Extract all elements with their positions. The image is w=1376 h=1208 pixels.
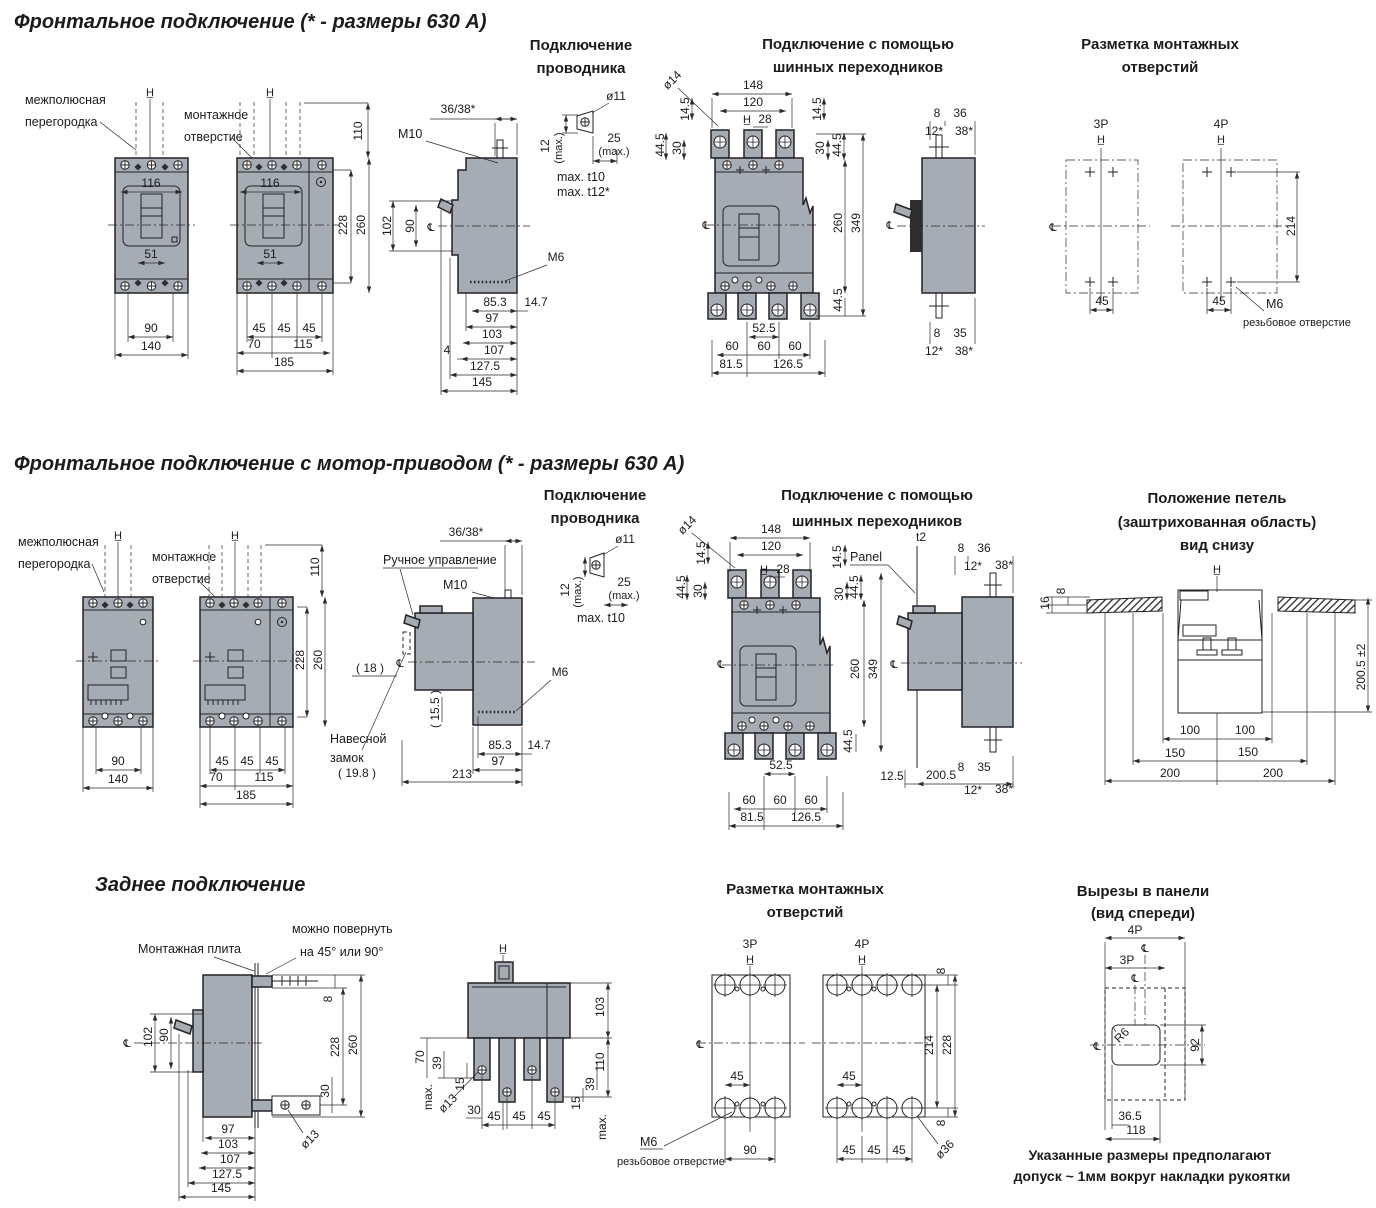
dim-label: 14.7 bbox=[527, 738, 551, 752]
dim-label: 103 bbox=[593, 996, 607, 1018]
side-view-motor bbox=[330, 525, 569, 786]
dim-label: 16 bbox=[1038, 596, 1052, 610]
dim-label: 214 bbox=[922, 1034, 936, 1056]
dim-label: 45 bbox=[487, 1109, 501, 1123]
dim-label: max. t12* bbox=[557, 185, 610, 199]
view-title: отверстий bbox=[766, 904, 844, 921]
dim-label: 14.5 bbox=[810, 97, 824, 121]
dim-label: 90 bbox=[157, 1028, 171, 1042]
dim-label: 90 bbox=[111, 754, 125, 768]
panel-cutout-view bbox=[1014, 883, 1291, 1184]
section-rear-connection bbox=[95, 874, 1290, 1201]
section-title: Фронтальное подключение с мотор-приводом (* - размеры 630 А) bbox=[14, 453, 685, 475]
dim-label: 349 bbox=[849, 212, 863, 234]
part-label: перегородка bbox=[25, 115, 98, 129]
dim-label: max. t10 bbox=[557, 170, 605, 184]
part-label: монтажное bbox=[152, 550, 217, 564]
view-title: Положение петель bbox=[1147, 490, 1287, 507]
dim-label: 45 bbox=[302, 321, 316, 335]
dim-label: 103 bbox=[217, 1137, 239, 1151]
tolerance-note: допуск ~ 1мм вокруг накладки рукоятки bbox=[1013, 1168, 1291, 1184]
dim-label: R6 bbox=[1111, 1024, 1133, 1046]
dim-label: 100 bbox=[1179, 723, 1201, 737]
pole-label: 3P bbox=[742, 937, 758, 951]
dim-label: 116 bbox=[141, 176, 161, 190]
dim-label: ( 19.8 ) bbox=[337, 766, 377, 780]
part-label: Монтажная плита bbox=[138, 942, 241, 956]
dim-label: 51 bbox=[144, 247, 158, 261]
dim-label: 185 bbox=[273, 355, 295, 369]
thread-note: резьбовое отверстие bbox=[1243, 317, 1351, 329]
centerline-symbol: H̲ bbox=[743, 114, 751, 126]
dim-label: 116 bbox=[260, 176, 280, 190]
dim-label: ø14 bbox=[659, 67, 685, 93]
front-view-3p-motor bbox=[18, 530, 160, 792]
dim-label: 36 bbox=[953, 106, 967, 120]
dim-label: 107 bbox=[219, 1152, 241, 1166]
wire-connection-view-motor bbox=[544, 487, 646, 625]
dim-label: 110 bbox=[351, 121, 365, 141]
dim-label: 8 bbox=[934, 1119, 948, 1127]
part-label: можно повернуть bbox=[292, 922, 393, 936]
centerline-symbol: H̲ bbox=[266, 87, 274, 99]
dim-label: 25 bbox=[607, 131, 621, 145]
dim-label: 260 bbox=[311, 649, 325, 671]
dim-label: 349 bbox=[866, 658, 880, 680]
view-title: шинных переходников bbox=[772, 59, 944, 76]
part-label: отверстие bbox=[152, 572, 211, 586]
pole-label: 4P bbox=[854, 937, 870, 951]
dim-label: 70 bbox=[413, 1050, 427, 1064]
dim-label: 39 bbox=[583, 1077, 597, 1091]
centerline-symbol: ℄ bbox=[1141, 943, 1149, 955]
dim-label: 103 bbox=[481, 327, 503, 341]
dim-label: 148 bbox=[760, 522, 782, 536]
section-title: Фронтальное подключение (* - размеры 630 А) bbox=[14, 11, 487, 33]
view-title: (вид спереди) bbox=[1090, 905, 1196, 922]
centerline-symbol: ℄ bbox=[396, 658, 404, 670]
thread-note: резьбовое отверстие bbox=[617, 1156, 725, 1168]
dim-label: 8 bbox=[1054, 587, 1068, 595]
dim-label: 118 bbox=[1126, 1123, 1146, 1137]
dim-label: (max.) bbox=[608, 590, 640, 602]
dim-label: 36/38* bbox=[448, 525, 484, 539]
dim-label: 85.3 bbox=[488, 738, 512, 752]
dim-label: 214 bbox=[1284, 215, 1298, 237]
dim-label: 38* bbox=[954, 124, 974, 138]
bus-adapter-view bbox=[653, 36, 954, 377]
dim-label: 45 bbox=[842, 1069, 856, 1083]
dim-label: 12.5 bbox=[880, 769, 904, 783]
view-title: вид снизу bbox=[1179, 537, 1255, 554]
dim-label: 260 bbox=[831, 212, 845, 234]
dim-label: 14.5 bbox=[678, 97, 692, 121]
part-label: Panel bbox=[850, 550, 882, 564]
part-label: отверстие bbox=[184, 130, 243, 144]
dim-label: 148 bbox=[742, 78, 764, 92]
dim-label: max. t10 bbox=[577, 611, 625, 625]
dim-label: 44.5 bbox=[841, 729, 855, 753]
part-label: на 45° или 90° bbox=[300, 945, 384, 959]
dim-label: 97 bbox=[491, 754, 505, 768]
dim-label: 14.5 bbox=[830, 545, 844, 569]
centerline-symbol: H̲ bbox=[1213, 564, 1221, 576]
dim-label: 110 bbox=[593, 1052, 607, 1072]
dim-label: 60 bbox=[804, 793, 818, 807]
dim-label: 8 bbox=[934, 967, 948, 975]
dim-label: 44.5 bbox=[830, 133, 844, 157]
section-title: Заднее подключение bbox=[95, 874, 306, 896]
section-front-connection-motor bbox=[14, 453, 1372, 830]
centerline-symbol: H̲ bbox=[1217, 134, 1225, 146]
pole-label: 4P bbox=[1127, 923, 1143, 937]
dim-label: 38* bbox=[994, 782, 1014, 796]
dim-label: 45 bbox=[730, 1069, 744, 1083]
dim-label: 90 bbox=[403, 219, 417, 233]
dim-label: 30 bbox=[691, 584, 705, 598]
dim-label: 45 bbox=[215, 754, 229, 768]
centerline-symbol: ℄ bbox=[890, 659, 898, 671]
centerline-symbol: ℄ bbox=[1131, 973, 1139, 985]
dim-label: 200.5 ±2 bbox=[1354, 643, 1368, 691]
dim-label: 15 bbox=[569, 1096, 583, 1110]
thread-label: M10 bbox=[443, 578, 468, 592]
centerline-symbol: H̲ bbox=[231, 530, 239, 542]
dim-label: 60 bbox=[725, 339, 739, 353]
dim-label: 14.7 bbox=[524, 295, 548, 309]
mounting-holes-view bbox=[1048, 36, 1350, 329]
dim-label: 120 bbox=[742, 95, 764, 109]
centerline-symbol: H̲ bbox=[114, 530, 122, 542]
dim-label: 25 bbox=[617, 575, 631, 589]
dim-label: 97 bbox=[485, 311, 499, 325]
dim-label: 30 bbox=[670, 141, 684, 155]
dim-label: 45 bbox=[1212, 294, 1226, 308]
view-title: Подключение с помощью bbox=[781, 487, 973, 504]
dim-label: 45 bbox=[240, 754, 254, 768]
dim-label: 260 bbox=[346, 1034, 360, 1056]
dim-label: 145 bbox=[471, 375, 493, 389]
view-title: шинных переходников bbox=[791, 513, 963, 530]
dim-label: ø11 bbox=[606, 89, 626, 103]
view-title: Подключение с помощью bbox=[762, 36, 954, 53]
dim-label: 100 bbox=[1234, 723, 1256, 737]
dim-label: 52.5 bbox=[769, 758, 793, 772]
part-label: замок bbox=[330, 751, 364, 765]
dim-label: 90 bbox=[144, 321, 158, 335]
dim-label: 102 bbox=[141, 1026, 155, 1048]
dim-label: 115 bbox=[293, 337, 313, 351]
front-view-4p bbox=[184, 87, 369, 375]
thread-label: M6 bbox=[547, 250, 565, 264]
centerline-symbol: ℄ bbox=[123, 1038, 131, 1050]
view-title: Подключение bbox=[543, 487, 647, 504]
dim-label: 45 bbox=[867, 1143, 881, 1157]
dim-label: 28 bbox=[776, 562, 790, 576]
centerline-symbol: H̲ bbox=[1097, 134, 1105, 146]
dim-label: 44.5 bbox=[653, 133, 667, 157]
centerline-symbol: H̲ bbox=[499, 943, 507, 955]
pole-label: 4P bbox=[1213, 117, 1229, 131]
centerline-symbol: H̲ bbox=[146, 87, 154, 99]
view-title: Разметка монтажных bbox=[1081, 36, 1239, 53]
dim-label: 107 bbox=[483, 343, 505, 357]
centerline-symbol: ℄ bbox=[702, 220, 710, 232]
dim-label: ( 18 ) bbox=[355, 661, 385, 675]
dim-label: 85.3 bbox=[483, 295, 507, 309]
dim-label: 8 bbox=[933, 106, 941, 120]
dim-label: max. bbox=[595, 1113, 609, 1141]
part-label: межполюсная bbox=[18, 535, 99, 549]
dim-label: 44.5 bbox=[847, 575, 861, 599]
dim-label: 45 bbox=[265, 754, 279, 768]
dim-label: 90 bbox=[743, 1143, 757, 1157]
view-title: Вырезы в панели bbox=[1076, 883, 1210, 900]
side-view bbox=[380, 102, 565, 395]
view-title: (заштрихованная область) bbox=[1117, 514, 1317, 531]
dim-label: ø13 bbox=[297, 1127, 322, 1152]
dim-label: 38* bbox=[954, 344, 974, 358]
dim-label: 14.5 bbox=[694, 541, 708, 565]
thread-label: M6 bbox=[551, 665, 569, 679]
part-label: монтажное bbox=[184, 108, 249, 122]
dim-label: 15 bbox=[453, 1077, 467, 1091]
dim-label: 8 bbox=[321, 995, 335, 1003]
dim-label: 45 bbox=[1095, 294, 1109, 308]
centerline-symbol: H̲ bbox=[760, 564, 768, 576]
dim-label: 126.5 bbox=[790, 810, 822, 824]
dim-label: 228 bbox=[328, 1036, 342, 1058]
dim-label: 12* bbox=[924, 124, 944, 138]
centerline-symbol: H̲ bbox=[858, 954, 866, 966]
dim-label: 70 bbox=[209, 770, 223, 784]
centerline-symbol: ℄ bbox=[1049, 222, 1057, 234]
dim-label: 140 bbox=[107, 772, 129, 786]
side-view-small bbox=[885, 106, 985, 358]
dim-label: 102 bbox=[380, 215, 394, 237]
front-view-4p-motor bbox=[152, 530, 325, 808]
dim-label: 126.5 bbox=[772, 357, 804, 371]
dim-label: (max.) bbox=[553, 132, 565, 164]
dim-label: 60 bbox=[742, 793, 756, 807]
dim-label: 35 bbox=[977, 760, 991, 774]
dim-label: 140 bbox=[140, 339, 162, 353]
centerline-symbol: H̲ bbox=[746, 954, 754, 966]
dim-label: 45 bbox=[537, 1109, 551, 1123]
dim-label: 115 bbox=[254, 770, 274, 784]
dim-label: 44.5 bbox=[831, 288, 845, 312]
dim-label: 127.5 bbox=[469, 359, 501, 373]
dim-label: 228 bbox=[293, 649, 307, 671]
rear-view bbox=[413, 943, 612, 1140]
thread-label: M10 bbox=[398, 127, 423, 141]
dim-label: 12 bbox=[538, 139, 552, 153]
section-front-connection bbox=[14, 11, 1351, 395]
dim-label: 30 bbox=[318, 1084, 332, 1098]
dim-label: max. bbox=[421, 1083, 435, 1111]
dim-label: 12 bbox=[558, 583, 572, 597]
dim-label: 200 bbox=[1262, 766, 1284, 780]
dim-label: 38* bbox=[994, 558, 1014, 572]
dim-label: 36 bbox=[977, 541, 991, 555]
dim-label: 12* bbox=[924, 344, 944, 358]
dim-label: 200 bbox=[1159, 766, 1181, 780]
dim-label: 12* bbox=[963, 559, 983, 573]
dim-label: 36.5 bbox=[1118, 1109, 1142, 1123]
dim-label: 8 bbox=[933, 326, 941, 340]
rear-side-view bbox=[122, 922, 392, 1201]
dim-label: 213 bbox=[451, 767, 473, 781]
dim-label: 81.5 bbox=[719, 357, 743, 371]
pole-label: 3P bbox=[1119, 953, 1135, 967]
dim-label: 4 bbox=[443, 343, 451, 357]
part-label: межполюсная bbox=[25, 93, 106, 107]
view-title: Разметка монтажных bbox=[726, 881, 884, 898]
dim-label: 260 bbox=[848, 658, 862, 680]
part-label: Навесной bbox=[330, 732, 387, 746]
dim-label: ø11 bbox=[615, 532, 635, 546]
view-title: проводника bbox=[536, 60, 626, 77]
dim-label: 45 bbox=[252, 321, 266, 335]
dim-label: 51 bbox=[263, 247, 277, 261]
dim-label: 30 bbox=[813, 141, 827, 155]
dim-label: 60 bbox=[788, 339, 802, 353]
dim-label: 185 bbox=[235, 788, 257, 802]
dim-label: 44.5 bbox=[674, 575, 688, 599]
dim-label: 228 bbox=[940, 1034, 954, 1056]
pole-label: 3P bbox=[1093, 117, 1109, 131]
dim-label: (max.) bbox=[598, 146, 630, 158]
centerline-symbol: ℄ bbox=[1093, 1041, 1101, 1053]
loop-position-view bbox=[1038, 490, 1372, 785]
dim-label: 70 bbox=[247, 337, 261, 351]
dim-label: 127.5 bbox=[211, 1167, 243, 1181]
dim-label: 120 bbox=[760, 539, 782, 553]
dim-label: 30 bbox=[832, 587, 846, 601]
view-title: Подключение bbox=[529, 37, 633, 54]
thread-label: M6 bbox=[1266, 297, 1284, 311]
dim-label: 92 bbox=[1188, 1038, 1202, 1052]
dim-label: 35 bbox=[953, 326, 967, 340]
dim-label: ( 15.5 ) bbox=[428, 689, 442, 729]
dim-label: 150 bbox=[1237, 745, 1259, 759]
dim-label: 145 bbox=[210, 1181, 232, 1195]
dim-label: 45 bbox=[842, 1143, 856, 1157]
dim-label: 60 bbox=[757, 339, 771, 353]
centerline-symbol: ℄ bbox=[717, 659, 725, 671]
dim-label: (max.) bbox=[572, 576, 584, 608]
thread-label: M6 bbox=[640, 1135, 658, 1149]
dim-label: 52.5 bbox=[752, 321, 776, 335]
dim-label: t2 bbox=[915, 530, 927, 544]
dim-label: 45 bbox=[892, 1143, 906, 1157]
dim-label: 97 bbox=[221, 1122, 235, 1136]
centerline-symbol: ℄ bbox=[886, 220, 894, 232]
dim-label: 39 bbox=[430, 1056, 444, 1070]
dim-label: 12* bbox=[963, 783, 983, 797]
dim-label: 60 bbox=[773, 793, 787, 807]
dim-label: 110 bbox=[308, 557, 322, 577]
dim-label: 81.5 bbox=[740, 810, 764, 824]
dim-label: 45 bbox=[277, 321, 291, 335]
dim-label: 8 bbox=[957, 760, 965, 774]
centerline-symbol: ℄ bbox=[427, 222, 435, 234]
dim-label: 8 bbox=[957, 541, 965, 555]
view-title: проводника bbox=[550, 510, 640, 527]
part-label: Ручное управление bbox=[383, 553, 497, 567]
dim-label: 30 bbox=[467, 1103, 481, 1117]
centerline-symbol: ℄ bbox=[696, 1039, 704, 1051]
dim-label: 36/38* bbox=[440, 102, 476, 116]
dim-label: 45 bbox=[512, 1109, 526, 1123]
dim-label: 260 bbox=[354, 214, 368, 236]
dim-label: 28 bbox=[758, 112, 772, 126]
dim-label: 150 bbox=[1164, 746, 1186, 760]
view-title: отверстий bbox=[1121, 59, 1199, 76]
front-view-3p bbox=[25, 87, 195, 359]
tolerance-note: Указанные размеры предполагают bbox=[1028, 1147, 1272, 1163]
part-label: перегородка bbox=[18, 557, 91, 571]
dim-label: ø36 bbox=[932, 1137, 957, 1162]
dim-label: 228 bbox=[336, 214, 350, 236]
rear-mounting-holes-view bbox=[617, 881, 958, 1168]
dim-label: ø14 bbox=[674, 512, 700, 538]
dim-label: ø13 bbox=[435, 1091, 460, 1116]
dim-label: 200.5 bbox=[925, 768, 957, 782]
wire-connection-view bbox=[530, 37, 632, 199]
